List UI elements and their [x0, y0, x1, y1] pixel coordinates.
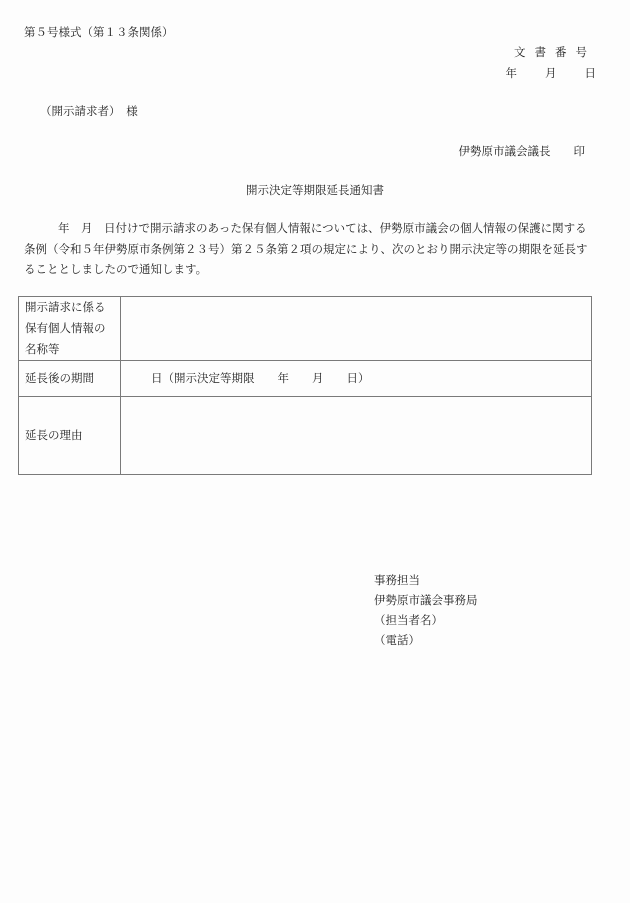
body-text: 年 月 日付けで開示請求のあった保有個人情報については、伊勢原市議会の個人情報の保護に関する条例（令和５年伊勢原市条例第２３号）第２５条第２項の規定により、次のとおり開示決定等の期限を延長することとしましたので通知します。 — [24, 221, 588, 276]
document-number-label: 文書番号 — [514, 45, 596, 59]
table-row — [19, 397, 592, 475]
form-number: 第５号様式（第１３条関係） — [24, 25, 174, 39]
document-title: 開示決定等期限延長通知書 — [246, 183, 384, 197]
info-table — [18, 296, 592, 475]
row-label-extended-period: 延長後の期間 — [19, 361, 121, 397]
date-month-label: 月 — [545, 66, 557, 80]
table-row — [19, 297, 592, 361]
row-label-info-name: 開示請求に係る保有個人情報の名称等 — [19, 297, 121, 361]
contact-phone: （電話） — [374, 633, 420, 647]
contact-office: 伊勢原市議会事務局 — [374, 593, 478, 607]
contact-person: （担当者名） — [374, 613, 443, 627]
row-value-info-name[interactable] — [121, 297, 592, 361]
row-value-extension-reason[interactable] — [121, 397, 592, 475]
row-value-extended-period[interactable]: 日（開示決定等期限 年 月 日） — [121, 361, 592, 397]
date-day-label: 日 — [584, 66, 596, 80]
contact-heading: 事務担当 — [374, 573, 420, 587]
contact-block — [374, 570, 478, 650]
row-label-extension-reason: 延長の理由 — [19, 397, 121, 475]
table-row — [19, 361, 592, 397]
sender: 伊勢原市議会議長 印 — [458, 144, 585, 158]
date-year-label: 年 — [505, 66, 517, 80]
document-date — [506, 68, 597, 80]
recipient: （開示請求者） 様 — [40, 104, 138, 118]
